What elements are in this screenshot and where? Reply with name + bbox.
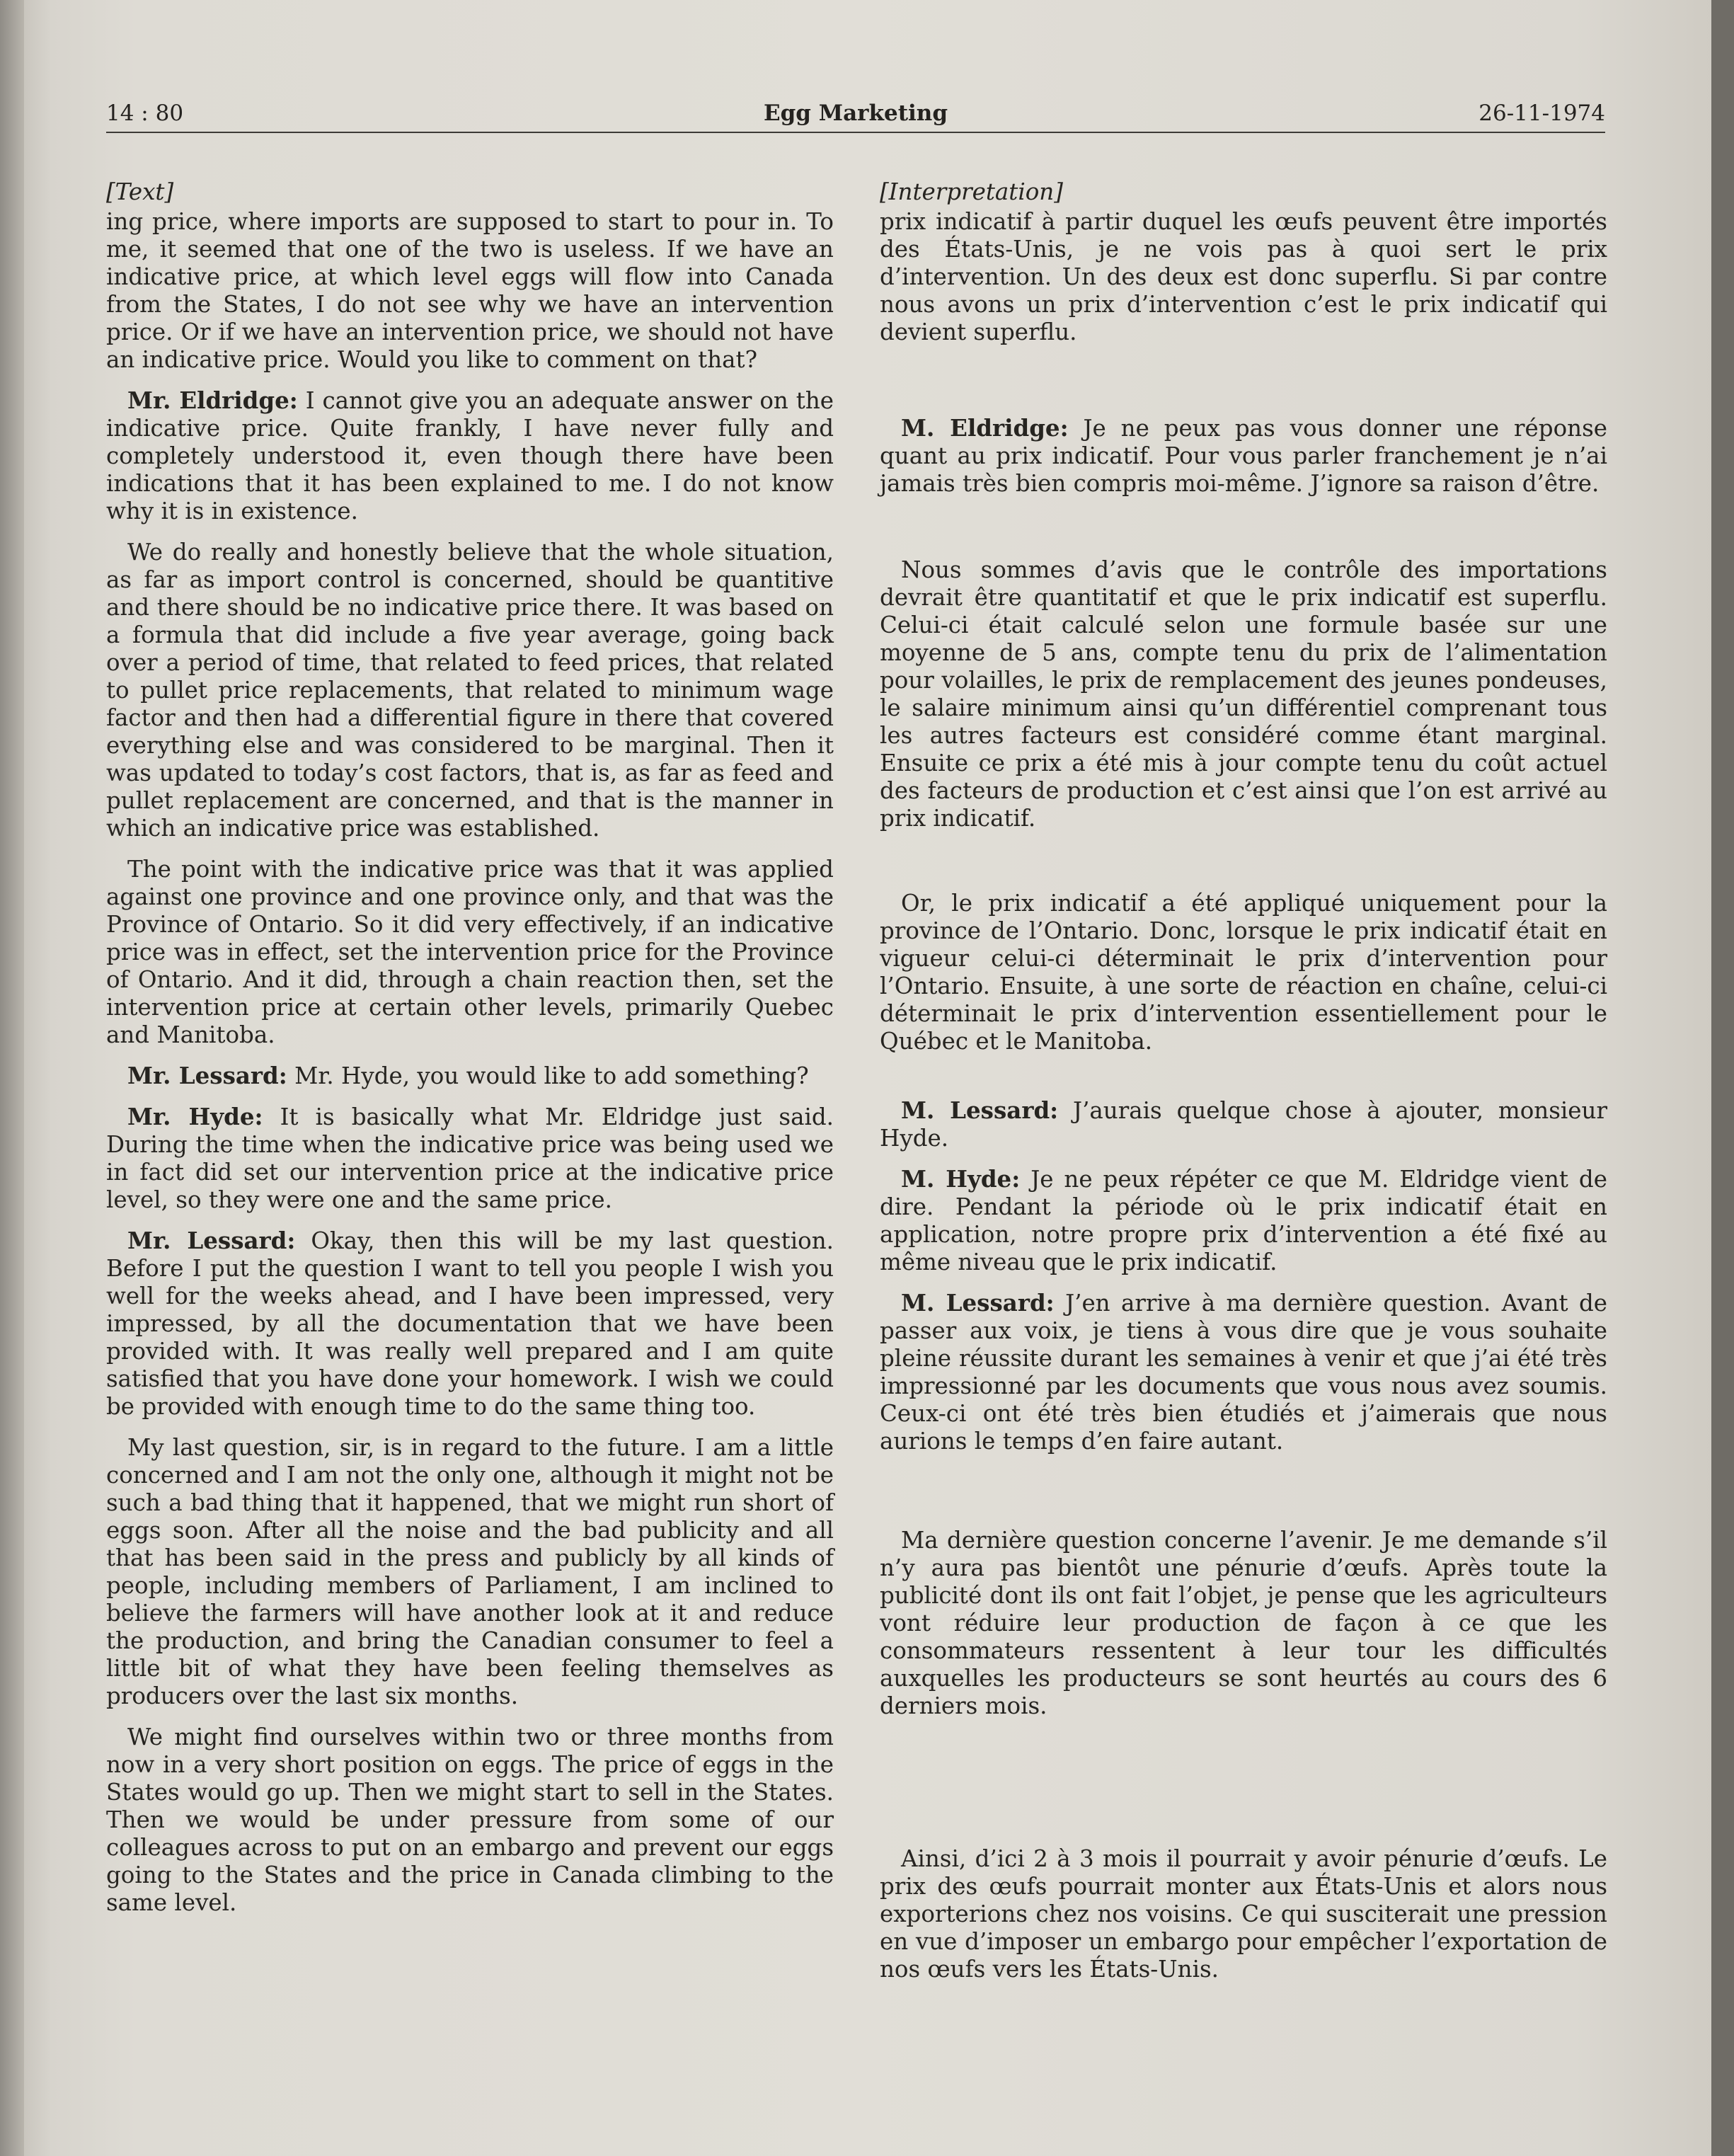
paragraph bbox=[880, 889, 1607, 1055]
paragraph-text: Je ne peux répéter ce que M. Eldridge vient de dire. Pendant la période où le prix indicatif était en application, notre propre prix d’intervention a été fixé au même niveau que le prix indicatif. bbox=[880, 1166, 1607, 1275]
paragraph bbox=[106, 386, 834, 525]
paragraph-text: J’en arrive à ma dernière question. Avant de passer aux voix, je tiens à vous dire que je vous souhaite pleine réussite durant les semaines à venir et que j’ai été très impressionné par les documents que vous nous avez soumis. Ceux-ci ont été très bien étudiés et j’aimerais que nous aurions le temps d’en faire autant. bbox=[880, 1290, 1607, 1455]
paragraph bbox=[880, 556, 1607, 832]
english-column bbox=[106, 178, 834, 1929]
speaker-name: Mr. Lessard: bbox=[127, 1062, 287, 1089]
paragraph-text: Je ne peux pas vous donner une réponse quant au prix indicatif. Pour vous parler franchement je n’ai jamais très bien compris moi-même. J’ignore sa raison d’être. bbox=[880, 415, 1607, 497]
paragraph-text: Okay, then this will be my last question. Before I put the question I want to tell you people I wish you well for the weeks ahead, and I have been impressed, very impressed, by all the documentation that we have been provided with. It was really well prepared and I am quite satisfied that you have done your homework. I wish we could be provided with enough time to do the same thing too. bbox=[106, 1227, 834, 1420]
paragraph bbox=[880, 1165, 1607, 1276]
paragraph-text: Or, le prix indicatif a été appliqué uniquement pour la province de l’Ontario. Donc, lorsque le prix indicatif était en vigueur celui-ci déterminait le prix d’intervention pour l’Ontario. Ensuite, à une sorte de réaction en chaîne, celui-ci déterminait le prix d’intervention essentiellement pour le Québec et le Manitoba. bbox=[880, 890, 1607, 1055]
column-label: [Text] bbox=[106, 178, 174, 205]
paragraph bbox=[106, 855, 834, 1049]
paragraph-text: Ma dernière question concerne l’avenir. Je me demande s’il n’y aura pas bientôt une pénurie d’œufs. Après toute la publicité dont ils ont fait l’objet, je pense que les agriculteurs vont réduire leur production de façon à ce que les consommateurs ressentent à leur tour les difficultés auxquelles les producteurs se sont heurtés au cours des 6 derniers mois. bbox=[880, 1527, 1607, 1719]
paragraph bbox=[880, 1845, 1607, 1983]
paragraph-text: ing price, where imports are supposed to start to pour in. To me, it seemed that one of the two is useless. If we have an indicative price, at which level eggs will flow into Canada from the States, I do not see why we have an intervention price. Or if we have an intervention price, we should not have an indicative price. Would you like to comment on that? bbox=[106, 208, 834, 373]
paragraph-text: We might find ourselves within two or three months from now in a very short position on eggs. The price of eggs in the States would go up. Then we might start to sell in the States. Then we would be under pressure from some of our colleagues across to put on an embargo and prevent our eggs going to the States and the price in Canada climbing to the same level. bbox=[106, 1724, 834, 1916]
page-header bbox=[106, 91, 1605, 133]
paragraph bbox=[106, 1433, 834, 1710]
paragraph bbox=[106, 538, 834, 842]
column-label: [Interpretation] bbox=[880, 178, 1063, 205]
paragraph-text: The point with the indicative price was that it was applied against one province and one province only, and that was the Province of Ontario. So it did very effectively, if an indicative price was in effect, set the intervention price for the Province of Ontario. And it did, through a chain reaction then, set the intervention price at certain other levels, primarily Quebec and Manitoba. bbox=[106, 856, 834, 1048]
paragraph bbox=[106, 1227, 834, 1421]
paragraph-text: I cannot give you an adequate answer on the indicative price. Quite frankly, I have never fully and completely understood it, even though there have been indications that it has been explained to me. I do not know why it is in existence. bbox=[106, 387, 834, 524]
paragraph bbox=[880, 1526, 1607, 1720]
speaker-name: M. Eldridge: bbox=[901, 414, 1069, 442]
paragraph-text: We do really and honestly believe that the whole situation, as far as import control is concerned, should be quantitive and there should be no indicative price there. It was based on a formula that did include a five year average, going back over a period of time, that related to feed prices, that related to pullet price replacements, that related to minimum wage factor and then had a differential figure in there that covered everything else and was considered to be marginal. Then it was updated to today’s cost factors, that is, as far as feed and pullet replacement are concerned, and that is the manner in which an indicative price was established. bbox=[106, 539, 834, 842]
speaker-name: M. Lessard: bbox=[901, 1289, 1055, 1317]
page-number: 14 : 80 bbox=[106, 101, 184, 126]
speaker-name: Mr. Eldridge: bbox=[127, 386, 298, 414]
paragraph-text: Mr. Hyde, you would like to add something? bbox=[294, 1062, 809, 1089]
paragraph-text: My last question, sir, is in regard to the future. I am a little concerned and I am not the only one, although it might not be such a bad thing that it happened, that we might run short of eggs soon. After all the noise and the bad publicity and all that has been said in the press and publicly by all kinds of people, including members of Parliament, I am inclined to believe the farmers will have another look at it and reduce the production, and bring the Canadian consumer to feel a little bit of what they have been feeling themselves as producers over the last six months. bbox=[106, 1434, 834, 1709]
paragraph-text: prix indicatif à partir duquel les œufs peuvent être importés des États-Unis, je ne vois pas à quoi sert le prix d’intervention. Un des deux est donc superflu. Si par contre nous avons un prix d’intervention c’est le prix indicatif qui devient superflu. bbox=[880, 208, 1607, 345]
paragraph-text: Ainsi, d’ici 2 à 3 mois il pourrait y avoir pénurie d’œufs. Le prix des œufs pourrait monter aux États-Unis et alors nous exporterions chez nos voisins. Ce qui susciterait une pression en vue d’imposer un embargo pour empêcher l’exportation de nos œufs vers les États-Unis. bbox=[880, 1845, 1607, 1983]
running-title: Egg Marketing bbox=[763, 101, 948, 126]
paragraph bbox=[880, 1096, 1607, 1152]
paragraph bbox=[880, 207, 1607, 346]
speaker-name: M. Lessard: bbox=[901, 1096, 1059, 1124]
binding-gutter bbox=[0, 0, 24, 2156]
paragraph bbox=[880, 414, 1607, 498]
paragraph-text: Nous sommes d’avis que le contrôle des importations devrait être quantitatif et que le prix indicatif est superflu. Celui-ci était calculé selon une formule basée sur une moyenne de 5 ans, compte tenu du prix de l’alimentation pour volailles, le prix de remplacement des jeunes pondeuses, le salaire minimum ainsi qu’un différentiel comprenant tous les autres facteurs est considéré comme étant marginal. Ensuite ce prix a été mis à jour compte tenu du coût actuel des facteurs de production et c’est ainsi que l’on est arrivé au prix indicatif. bbox=[880, 556, 1607, 832]
paragraph bbox=[106, 1062, 834, 1090]
header-date: 26-11-1974 bbox=[1479, 101, 1605, 126]
french-column bbox=[880, 178, 1607, 1996]
paragraph bbox=[106, 1103, 834, 1214]
paragraph bbox=[880, 1289, 1607, 1455]
speaker-name: Mr. Hyde: bbox=[127, 1103, 263, 1130]
speaker-name: M. Hyde: bbox=[901, 1165, 1021, 1193]
paragraph bbox=[106, 207, 834, 374]
paragraph bbox=[106, 1723, 834, 1917]
paragraph-text: J’aurais quelque chose à ajouter, monsieur Hyde. bbox=[880, 1097, 1607, 1152]
speaker-name: Mr. Lessard: bbox=[127, 1227, 296, 1254]
paragraph-text: It is basically what Mr. Eldridge just said. During the time when the indicative price was being used we in fact did set our intervention price at the indicative price level, so they were one and the same price. bbox=[106, 1103, 834, 1213]
